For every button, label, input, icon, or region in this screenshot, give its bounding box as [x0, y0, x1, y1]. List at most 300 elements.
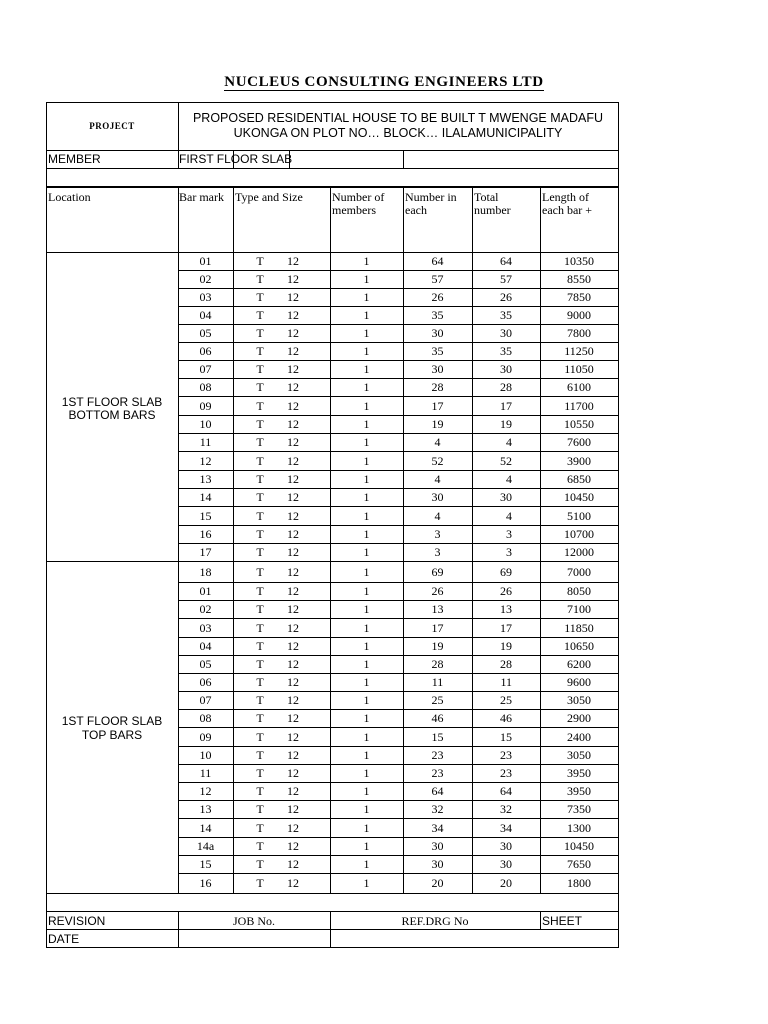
grid-line-horizontal	[178, 727, 619, 728]
bar-type-cell: T	[256, 675, 264, 689]
bar-type-cell: T	[256, 839, 264, 853]
bar-mark-cell: 10	[199, 748, 212, 762]
grid-line-horizontal	[178, 600, 619, 601]
total-number-cell: 26	[500, 584, 512, 598]
total-number-cell: 35	[500, 308, 512, 322]
header-total-number: Total	[474, 190, 499, 204]
bar-mark-cell: 04	[199, 308, 212, 322]
number-in-each-cell: 3	[434, 527, 441, 541]
grid-line-horizontal	[178, 709, 619, 710]
member-label: MEMBER	[48, 152, 101, 166]
length-of-bar-cell: 11250	[564, 344, 594, 358]
total-number-cell: 64	[500, 784, 512, 798]
grid-line-horizontal	[178, 782, 619, 783]
grid-line-horizontal	[178, 415, 619, 416]
grid-line-vertical	[403, 150, 404, 169]
grid-line-horizontal	[178, 378, 619, 379]
bar-type-cell: T	[256, 290, 264, 304]
bar-size-cell: 12	[287, 766, 299, 780]
bar-size-cell: 12	[287, 344, 299, 358]
bar-size-cell: 12	[287, 454, 299, 468]
grid-line-horizontal	[178, 873, 619, 874]
number-in-each-cell: 19	[431, 417, 444, 431]
grid-line-horizontal	[178, 306, 619, 307]
total-number-cell: 3	[506, 527, 512, 541]
grid-line-horizontal	[178, 470, 619, 471]
project-description-line-2: UKONGA ON PLOT NO… BLOCK… ILALAMUNICIPALITY	[233, 126, 563, 140]
grid-line-horizontal	[178, 288, 619, 289]
bar-type-cell: T	[256, 272, 264, 286]
length-of-bar-cell: 11700	[564, 399, 594, 413]
bar-mark-cell: 11	[199, 435, 212, 449]
bar-mark-cell: 15	[199, 857, 212, 871]
header-number-of-members-2: members	[332, 203, 376, 217]
bar-size-cell: 12	[287, 857, 299, 871]
length-of-bar-cell: 5100	[567, 509, 591, 523]
total-number-cell: 30	[500, 857, 512, 871]
bar-mark-cell: 15	[199, 509, 212, 523]
bar-size-cell: 12	[287, 675, 299, 689]
number-of-members-cell: 1	[363, 675, 370, 689]
length-of-bar-cell: 3950	[567, 766, 591, 780]
length-of-bar-cell: 2900	[567, 711, 591, 725]
bar-size-cell: 12	[287, 272, 299, 286]
grid-line-horizontal	[46, 186, 619, 188]
total-number-cell: 64	[500, 254, 512, 268]
number-of-members-cell: 1	[363, 766, 370, 780]
length-of-bar-cell: 7850	[567, 290, 591, 304]
bar-mark-cell: 14a	[196, 839, 215, 853]
bar-mark-cell: 09	[199, 730, 212, 744]
bar-size-cell: 12	[287, 545, 299, 559]
total-number-cell: 35	[500, 344, 512, 358]
grid-line-horizontal	[46, 561, 619, 562]
project-label: PROJECT	[89, 121, 135, 131]
bar-size-cell: 12	[287, 711, 299, 725]
grid-line-horizontal	[178, 270, 619, 271]
length-of-bar-cell: 7600	[567, 435, 591, 449]
bar-type-cell: T	[256, 435, 264, 449]
bar-size-cell: 12	[287, 380, 299, 394]
member-value: FIRST FLOOR SLAB	[179, 152, 293, 166]
total-number-cell: 46	[500, 711, 512, 725]
length-of-bar-cell: 7650	[567, 857, 591, 871]
bar-type-cell: T	[256, 802, 264, 816]
total-number-cell: 23	[500, 766, 512, 780]
number-of-members-cell: 1	[363, 527, 370, 541]
number-in-each-cell: 64	[431, 784, 444, 798]
bar-mark-cell: 18	[199, 565, 212, 579]
bar-size-cell: 12	[287, 435, 299, 449]
total-number-cell: 23	[500, 748, 512, 762]
number-of-members-cell: 1	[363, 711, 370, 725]
number-in-each-cell: 35	[431, 308, 444, 322]
grid-line-horizontal	[178, 746, 619, 747]
number-of-members-cell: 1	[363, 748, 370, 762]
number-of-members-cell: 1	[363, 435, 370, 449]
bar-size-cell: 12	[287, 527, 299, 541]
grid-line-horizontal	[46, 168, 619, 169]
number-in-each-cell: 30	[431, 490, 444, 504]
header-length-of-each-bar-2: each bar +	[542, 203, 593, 217]
total-number-cell: 26	[500, 290, 512, 304]
length-of-bar-cell: 7800	[567, 326, 591, 340]
length-of-bar-cell: 11850	[564, 621, 594, 635]
bar-type-cell: T	[256, 565, 264, 579]
bar-type-cell: T	[256, 417, 264, 431]
number-in-each-cell: 69	[431, 565, 444, 579]
number-in-each-cell: 15	[431, 730, 444, 744]
bar-size-cell: 12	[287, 748, 299, 762]
bar-size-cell: 12	[287, 584, 299, 598]
header-bar-mark: Bar mark	[179, 190, 224, 204]
footer-job-no-label: JOB No.	[232, 914, 275, 928]
header-number-in-each: Number in	[405, 190, 457, 204]
number-in-each-cell: 20	[431, 876, 444, 890]
number-of-members-cell: 1	[363, 876, 370, 890]
bar-type-cell: T	[256, 584, 264, 598]
number-of-members-cell: 1	[363, 472, 370, 486]
bar-mark-cell: 12	[199, 784, 212, 798]
grid-line-horizontal	[46, 252, 619, 253]
number-in-each-cell: 17	[431, 399, 444, 413]
grid-line-horizontal	[46, 893, 619, 894]
footer-revision-label: REVISION	[48, 914, 106, 928]
number-in-each-cell: 46	[431, 711, 444, 725]
number-in-each-cell: 57	[431, 272, 444, 286]
bar-mark-cell: 09	[199, 399, 212, 413]
bar-mark-cell: 02	[199, 602, 212, 616]
length-of-bar-cell: 7350	[567, 802, 591, 816]
bar-mark-cell: 03	[199, 290, 212, 304]
bar-mark-cell: 14	[199, 821, 212, 835]
bar-size-cell: 12	[287, 290, 299, 304]
bar-size-cell: 12	[287, 490, 299, 504]
total-number-cell: 30	[500, 326, 512, 340]
number-of-members-cell: 1	[363, 857, 370, 871]
number-of-members-cell: 1	[363, 565, 370, 579]
bar-mark-cell: 02	[199, 272, 212, 286]
grid-line-horizontal	[178, 543, 619, 544]
group-label-bottom-bars-2: BOTTOM BARS	[68, 408, 156, 422]
number-in-each-cell: 26	[431, 584, 444, 598]
total-number-cell: 28	[500, 380, 512, 394]
number-in-each-cell: 28	[431, 380, 444, 394]
length-of-bar-cell: 6850	[567, 472, 591, 486]
bar-type-cell: T	[256, 639, 264, 653]
bar-mark-cell: 01	[199, 254, 212, 268]
total-number-cell: 19	[500, 417, 512, 431]
grid-line-horizontal	[178, 433, 619, 434]
grid-line-horizontal	[178, 618, 619, 619]
number-of-members-cell: 1	[363, 454, 370, 468]
number-of-members-cell: 1	[363, 490, 370, 504]
length-of-bar-cell: 10550	[564, 417, 594, 431]
bar-mark-cell: 17	[199, 545, 212, 559]
grid-line-horizontal	[178, 855, 619, 856]
bar-size-cell: 12	[287, 821, 299, 835]
length-of-bar-cell: 10450	[564, 490, 594, 504]
total-number-cell: 69	[500, 565, 512, 579]
number-of-members-cell: 1	[363, 362, 370, 376]
header-length-of-each-bar: Length of	[542, 190, 589, 204]
bar-size-cell: 12	[287, 839, 299, 853]
bar-mark-cell: 03	[199, 621, 212, 635]
bar-mark-cell: 13	[199, 472, 212, 486]
bar-type-cell: T	[256, 362, 264, 376]
bar-size-cell: 12	[287, 621, 299, 635]
number-in-each-cell: 3	[434, 545, 441, 559]
number-of-members-cell: 1	[363, 509, 370, 523]
number-of-members-cell: 1	[363, 730, 370, 744]
total-number-cell: 4	[506, 509, 512, 523]
bar-type-cell: T	[256, 784, 264, 798]
bar-size-cell: 12	[287, 472, 299, 486]
grid-line-horizontal	[178, 818, 619, 819]
grid-line-horizontal	[46, 102, 619, 103]
number-of-members-cell: 1	[363, 584, 370, 598]
bar-size-cell: 12	[287, 802, 299, 816]
bar-mark-cell: 10	[199, 417, 212, 431]
bar-type-cell: T	[256, 399, 264, 413]
bar-mark-cell: 05	[199, 657, 212, 671]
grid-line-horizontal	[46, 929, 619, 930]
bar-size-cell: 12	[287, 657, 299, 671]
number-in-each-cell: 4	[434, 472, 441, 486]
bar-size-cell: 12	[287, 509, 299, 523]
grid-line-horizontal	[178, 764, 619, 765]
total-number-cell: 34	[500, 821, 512, 835]
number-in-each-cell: 25	[431, 693, 444, 707]
grid-line-horizontal	[178, 800, 619, 801]
bar-type-cell: T	[256, 472, 264, 486]
document-title: NUCLEUS CONSULTING ENGINEERS LTD	[224, 74, 544, 90]
grid-line-horizontal	[46, 911, 619, 912]
bar-type-cell: T	[256, 602, 264, 616]
number-of-members-cell: 1	[363, 417, 370, 431]
project-description-line-1: PROPOSED RESIDENTIAL HOUSE TO BE BUILT T MWENGE MADAFU	[192, 111, 604, 125]
number-of-members-cell: 1	[363, 326, 370, 340]
total-number-cell: 19	[500, 639, 512, 653]
number-of-members-cell: 1	[363, 399, 370, 413]
grid-line-horizontal	[178, 525, 619, 526]
bar-mark-cell: 07	[199, 362, 212, 376]
bar-size-cell: 12	[287, 399, 299, 413]
number-in-each-cell: 13	[431, 602, 444, 616]
total-number-cell: 13	[500, 602, 512, 616]
number-in-each-cell: 32	[431, 802, 444, 816]
number-of-members-cell: 1	[363, 639, 370, 653]
bar-type-cell: T	[256, 711, 264, 725]
bar-type-cell: T	[256, 527, 264, 541]
bar-size-cell: 12	[287, 565, 299, 579]
total-number-cell: 20	[500, 876, 512, 890]
number-in-each-cell: 17	[431, 621, 444, 635]
bar-size-cell: 12	[287, 876, 299, 890]
bar-type-cell: T	[256, 876, 264, 890]
bar-type-cell: T	[256, 857, 264, 871]
number-in-each-cell: 23	[431, 748, 444, 762]
header-location: Location	[48, 190, 91, 204]
grid-line-horizontal	[178, 691, 619, 692]
number-in-each-cell: 11	[431, 675, 444, 689]
bar-type-cell: T	[256, 454, 264, 468]
number-in-each-cell: 30	[431, 857, 444, 871]
grid-line-horizontal	[178, 506, 619, 507]
number-in-each-cell: 30	[431, 362, 444, 376]
length-of-bar-cell: 3050	[567, 748, 591, 762]
bar-mark-cell: 08	[199, 380, 212, 394]
bar-type-cell: T	[256, 657, 264, 671]
total-number-cell: 30	[500, 490, 512, 504]
length-of-bar-cell: 8550	[567, 272, 591, 286]
number-of-members-cell: 1	[363, 693, 370, 707]
length-of-bar-cell: 7100	[567, 602, 591, 616]
number-of-members-cell: 1	[363, 802, 370, 816]
grid-line-horizontal	[178, 488, 619, 489]
bar-mark-cell: 05	[199, 326, 212, 340]
bar-mark-cell: 11	[199, 766, 212, 780]
total-number-cell: 4	[506, 435, 512, 449]
grid-line-vertical	[46, 102, 47, 948]
header-total-number-2: number	[474, 203, 511, 217]
length-of-bar-cell: 6100	[567, 380, 591, 394]
total-number-cell: 4	[506, 472, 512, 486]
number-in-each-cell: 35	[431, 344, 444, 358]
total-number-cell: 28	[500, 657, 512, 671]
length-of-bar-cell: 3050	[567, 693, 591, 707]
grid-line-horizontal	[178, 637, 619, 638]
bar-size-cell: 12	[287, 362, 299, 376]
bar-size-cell: 12	[287, 693, 299, 707]
bar-type-cell: T	[256, 344, 264, 358]
number-in-each-cell: 34	[431, 821, 444, 835]
length-of-bar-cell: 3900	[567, 454, 591, 468]
number-of-members-cell: 1	[363, 254, 370, 268]
bar-size-cell: 12	[287, 417, 299, 431]
grid-line-horizontal	[178, 582, 619, 583]
total-number-cell: 52	[500, 454, 512, 468]
bar-size-cell: 12	[287, 326, 299, 340]
grid-line-horizontal	[178, 655, 619, 656]
length-of-bar-cell: 11050	[564, 362, 594, 376]
bar-type-cell: T	[256, 730, 264, 744]
bar-size-cell: 12	[287, 308, 299, 322]
bar-mark-cell: 16	[199, 876, 212, 890]
total-number-cell: 17	[500, 399, 512, 413]
bar-type-cell: T	[256, 766, 264, 780]
bar-type-cell: T	[256, 545, 264, 559]
header-number-in-each-2: each	[405, 203, 427, 217]
grid-line-horizontal	[178, 451, 619, 452]
length-of-bar-cell: 7000	[567, 565, 591, 579]
header-number-of-members: Number of	[332, 190, 385, 204]
total-number-cell: 3	[506, 545, 512, 559]
grid-line-horizontal	[178, 837, 619, 838]
bar-type-cell: T	[256, 326, 264, 340]
number-in-each-cell: 64	[431, 254, 444, 268]
group-label-bottom-bars: 1ST FLOOR SLAB	[61, 395, 163, 409]
bar-mark-cell: 14	[199, 490, 212, 504]
bar-size-cell: 12	[287, 730, 299, 744]
length-of-bar-cell: 1800	[567, 876, 591, 890]
total-number-cell: 17	[500, 621, 512, 635]
length-of-bar-cell: 10700	[564, 527, 594, 541]
number-in-each-cell: 52	[431, 454, 444, 468]
total-number-cell: 30	[500, 839, 512, 853]
number-of-members-cell: 1	[363, 380, 370, 394]
bar-type-cell: T	[256, 308, 264, 322]
length-of-bar-cell: 10650	[564, 639, 594, 653]
length-of-bar-cell: 12000	[564, 545, 594, 559]
bar-type-cell: T	[256, 380, 264, 394]
grid-line-horizontal	[178, 673, 619, 674]
grid-line-vertical	[233, 186, 234, 894]
bar-size-cell: 12	[287, 784, 299, 798]
bar-mark-cell: 12	[199, 454, 212, 468]
number-in-each-cell: 26	[431, 290, 444, 304]
bar-type-cell: T	[256, 821, 264, 835]
number-of-members-cell: 1	[363, 290, 370, 304]
number-of-members-cell: 1	[363, 839, 370, 853]
number-in-each-cell: 19	[431, 639, 444, 653]
number-of-members-cell: 1	[363, 784, 370, 798]
grid-line-horizontal	[46, 947, 619, 948]
bar-mark-cell: 07	[199, 693, 212, 707]
bar-type-cell: T	[256, 490, 264, 504]
number-in-each-cell: 4	[434, 509, 441, 523]
group-label-top-bars-2: TOP BARS	[81, 728, 143, 742]
bar-mark-cell: 04	[199, 639, 212, 653]
length-of-bar-cell: 10450	[564, 839, 594, 853]
number-in-each-cell: 28	[431, 657, 444, 671]
length-of-bar-cell: 9000	[567, 308, 591, 322]
number-in-each-cell: 23	[431, 766, 444, 780]
grid-line-horizontal	[46, 150, 619, 151]
length-of-bar-cell: 6200	[567, 657, 591, 671]
total-number-cell: 32	[500, 802, 512, 816]
bar-type-cell: T	[256, 621, 264, 635]
bar-type-cell: T	[256, 509, 264, 523]
grid-line-vertical	[472, 186, 473, 894]
bar-mark-cell: 16	[199, 527, 212, 541]
number-of-members-cell: 1	[363, 545, 370, 559]
number-in-each-cell: 30	[431, 326, 444, 340]
footer-sheet-label: SHEET	[542, 914, 583, 928]
number-in-each-cell: 4	[434, 435, 441, 449]
bar-type-cell: T	[256, 748, 264, 762]
total-number-cell: 57	[500, 272, 512, 286]
footer-date-label: DATE	[48, 932, 80, 946]
grid-line-horizontal	[178, 396, 619, 397]
bar-size-cell: 12	[287, 602, 299, 616]
bar-mark-cell: 06	[199, 675, 212, 689]
bar-size-cell: 12	[287, 254, 299, 268]
length-of-bar-cell: 9600	[567, 675, 591, 689]
length-of-bar-cell: 1300	[567, 821, 591, 835]
length-of-bar-cell: 10350	[564, 254, 594, 268]
grid-line-horizontal	[178, 360, 619, 361]
number-of-members-cell: 1	[363, 308, 370, 322]
grid-line-horizontal	[178, 324, 619, 325]
length-of-bar-cell: 8050	[567, 584, 591, 598]
length-of-bar-cell: 3950	[567, 784, 591, 798]
total-number-cell: 30	[500, 362, 512, 376]
grid-line-horizontal	[178, 342, 619, 343]
grid-line-vertical	[540, 911, 541, 930]
number-of-members-cell: 1	[363, 272, 370, 286]
bar-mark-cell: 01	[199, 584, 212, 598]
